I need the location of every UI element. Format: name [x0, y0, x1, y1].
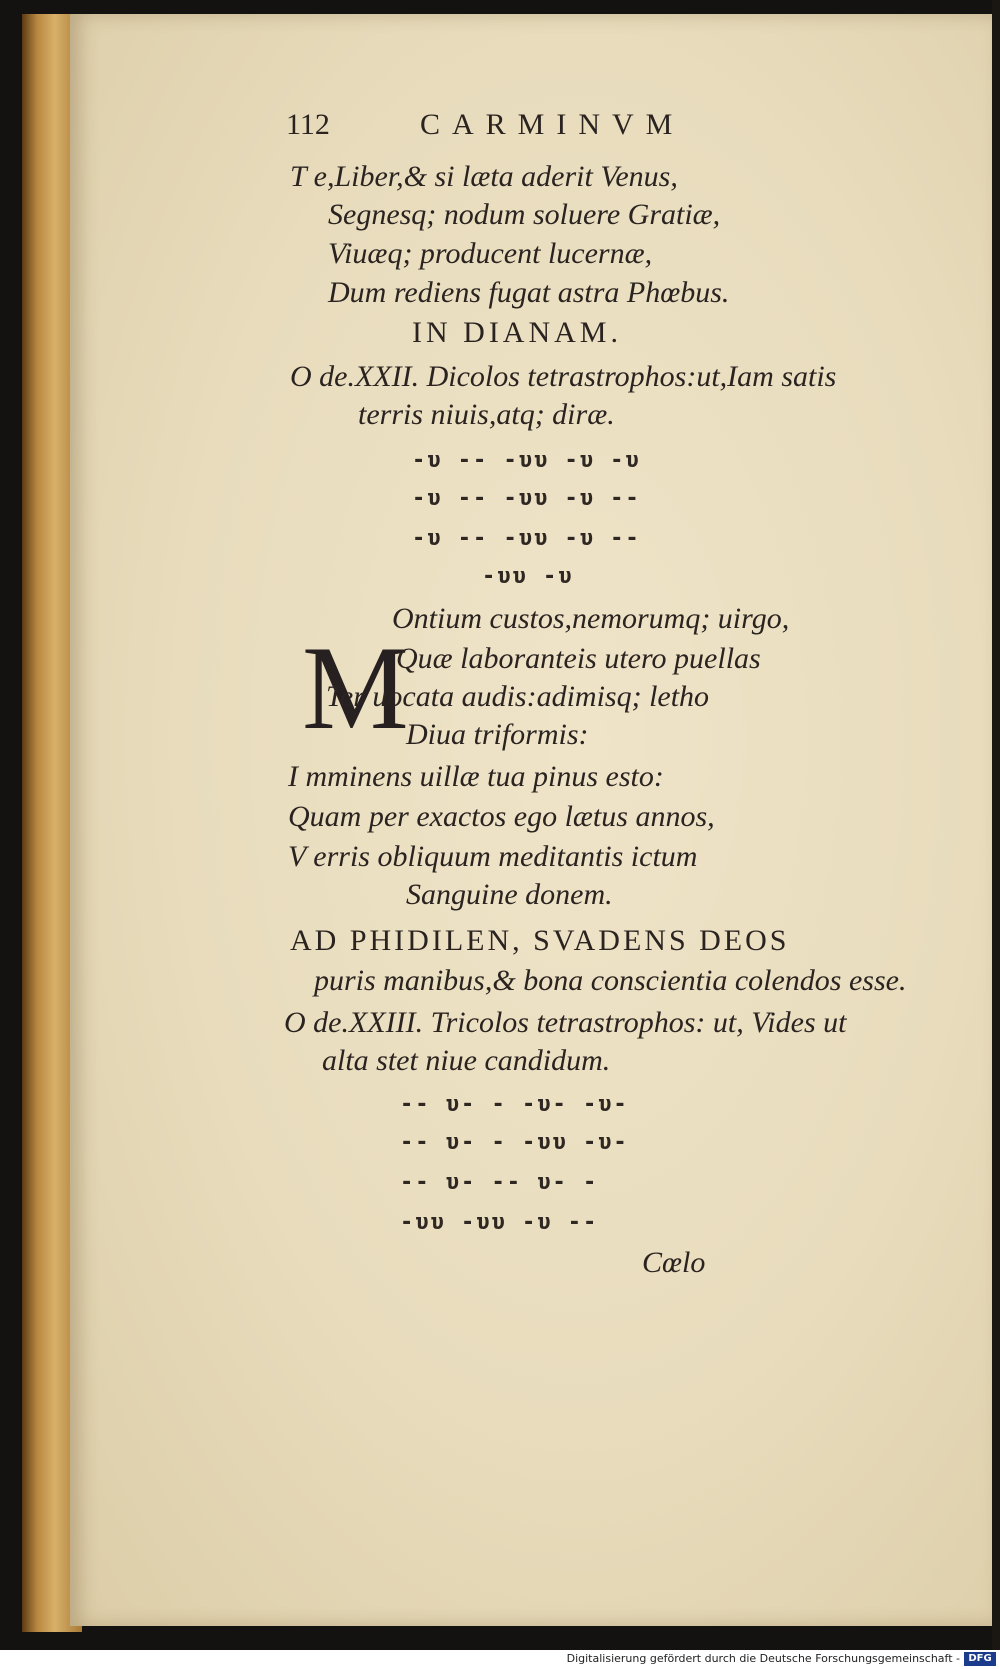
- meter-line: -υυ -υυ -υ --: [400, 1210, 599, 1235]
- meter-line: -υ -- -υυ -υ --: [412, 486, 641, 511]
- text-line: O de.XXIII. Tricolos tetrastrophos: ut, Vides ut: [284, 1006, 847, 1039]
- text-line: T e,Liber,& si læta aderit Venus,: [290, 160, 678, 193]
- footer-credit: Digitalisierung gefördert durch die Deutsche Forschungsgemeinschaft -: [566, 1652, 960, 1665]
- drop-capital: M: [302, 621, 409, 754]
- text-line: Dum rediens fugat astra Phœbus.: [328, 276, 730, 309]
- section-heading: IN DIANAM.: [412, 316, 622, 349]
- text-line: O de.XXII. Dicolos tetrastrophos:ut,Iam satis: [290, 360, 837, 393]
- text-line: puris manibus,& bona conscientia colendos esse.: [314, 964, 907, 997]
- text-line: alta stet niue candidum.: [322, 1044, 611, 1077]
- text-line: Diua triformis:: [406, 718, 589, 751]
- text-line: Quam per exactos ego lætus annos,: [288, 800, 715, 833]
- text-line: Quæ laboranteis utero puellas: [396, 642, 761, 675]
- meter-line: -υ -- -υυ -υ -υ: [412, 448, 641, 473]
- text-line: V erris obliquum meditantis ictum: [288, 840, 698, 873]
- text-line: Segnesq; nodum soluere Gratiæ,: [328, 198, 721, 231]
- dfg-logo: DFG: [964, 1652, 996, 1666]
- text-line: terris niuis,atq; diræ.: [358, 398, 615, 431]
- catchword: Cœlo: [642, 1246, 706, 1279]
- scan-right-strip: [992, 0, 1000, 1650]
- text-line: Ter uocata audis:adimisq; letho: [326, 680, 710, 713]
- page-number: 112: [286, 108, 330, 141]
- text-line: Sanguine donem.: [406, 878, 613, 911]
- running-head: CARMINVM: [420, 108, 685, 141]
- meter-line: -υυ -υ: [482, 564, 574, 589]
- meter-line: -- υ- -- υ- -: [400, 1170, 599, 1195]
- meter-line: -- υ- - -υυ -υ-: [400, 1130, 629, 1155]
- meter-line: -- υ- - -υ- -υ-: [400, 1092, 629, 1117]
- section-heading: AD PHIDILEN, SVADENS DEOS: [290, 924, 790, 957]
- meter-line: -υ -- -υυ -υ --: [412, 526, 641, 551]
- text-line: Viuæq; producent lucernæ,: [328, 237, 653, 270]
- text-line: Ontium custos,nemorumq; uirgo,: [392, 602, 790, 635]
- text-line: I mminens uillæ tua pinus esto:: [288, 760, 664, 793]
- footer-bar: [0, 1650, 1000, 1669]
